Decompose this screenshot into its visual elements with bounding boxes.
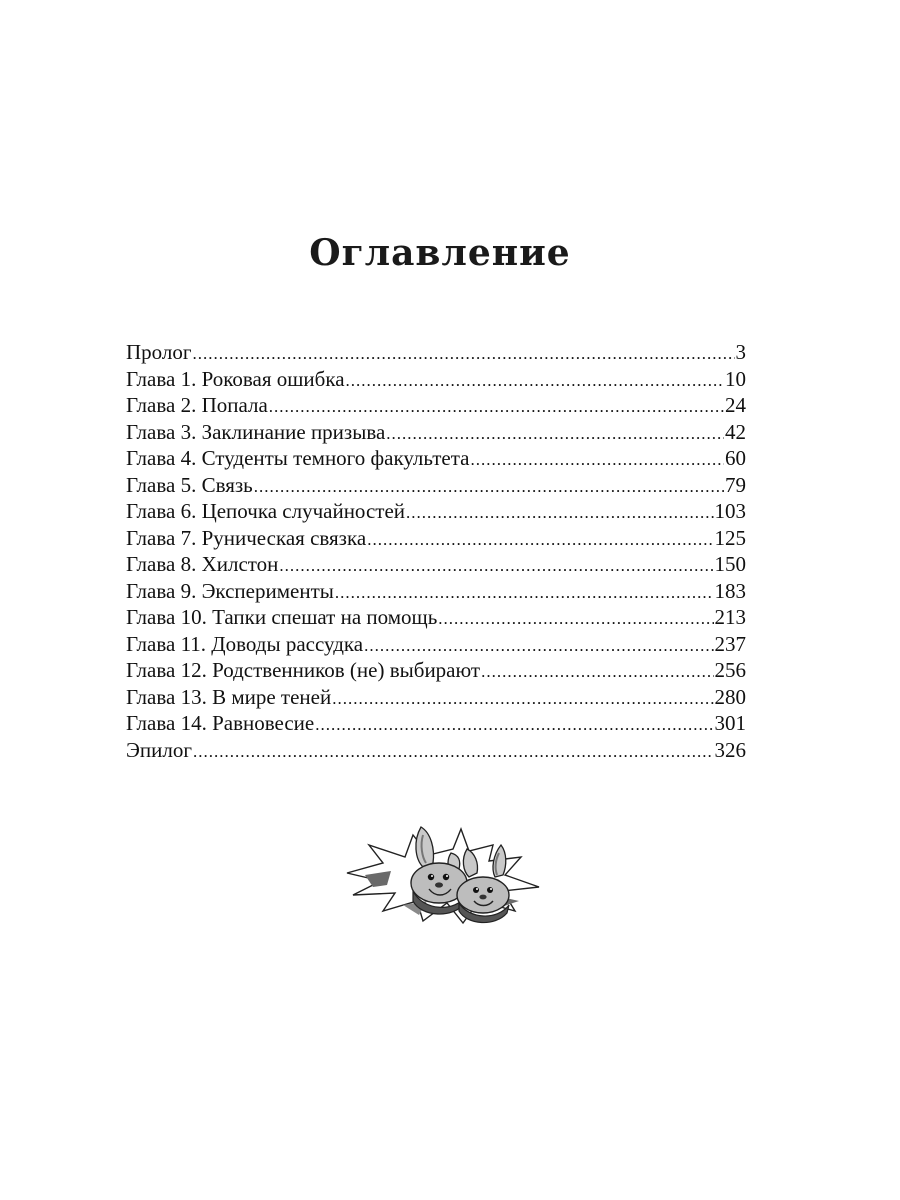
toc-entry-page: 42: [725, 419, 746, 444]
table-of-contents: [126, 339, 746, 763]
dot-leader: [332, 686, 713, 713]
toc-entry: [126, 737, 746, 764]
dot-leader: [315, 712, 713, 739]
toc-entry: [126, 419, 746, 446]
toc-entry: [126, 498, 746, 525]
toc-entry: [126, 525, 746, 552]
dot-leader: [269, 394, 724, 421]
toc-entry-page: 103: [714, 499, 746, 523]
toc-entry-page: 301: [714, 711, 746, 735]
toc-entry: [126, 631, 746, 658]
toc-entry-title: Глава 3. Заклинание призыва: [126, 419, 386, 444]
toc-entry-title: Глава 6. Цепочка случайностей: [126, 499, 406, 523]
dot-leader: [254, 474, 724, 501]
toc-entry-title: Глава 10. Тапки спешат на помощь: [126, 605, 438, 629]
toc-entry-title: Глава 8. Хилстон: [126, 552, 279, 576]
toc-entry-title: Глава 12. Родственников (не) выбирают: [126, 658, 481, 682]
toc-entry-title: Глава 7. Руническая связка: [126, 525, 367, 550]
dot-leader: [346, 368, 724, 395]
toc-entry: [126, 366, 746, 393]
dot-leader: [481, 659, 713, 686]
toc-entry-title: Глава 5. Связь: [126, 472, 253, 497]
toc-entry: [126, 472, 746, 499]
toc-entry-title: Глава 11. Доводы рассудка: [126, 631, 364, 656]
bunny-slippers-icon: [343, 815, 543, 927]
toc-entry-title: Глава 1. Роковая ошибка: [126, 366, 345, 391]
toc-entry: [126, 392, 746, 419]
toc-entry: [126, 578, 746, 605]
toc-entry-page: 3: [735, 340, 746, 364]
dot-leader: [470, 447, 724, 474]
toc-entry-title: Глава 14. Равновесие: [126, 711, 315, 735]
toc-entry: [126, 710, 746, 737]
toc-entry: [126, 445, 746, 472]
toc-entry-page: 237: [714, 631, 746, 656]
toc-entry: [126, 339, 746, 366]
toc-entry-page: 10: [725, 366, 746, 391]
toc-entry-page: 280: [714, 684, 746, 709]
toc-entry-page: 326: [714, 737, 746, 762]
toc-entry: [126, 551, 746, 578]
toc-entry-page: 213: [714, 605, 746, 629]
toc-entry-title: Глава 2. Попала: [126, 393, 268, 417]
toc-entry-page: 24: [725, 393, 746, 417]
toc-entry-page: 125: [714, 525, 746, 550]
toc-entry-title: Глава 13. В мире теней: [126, 684, 332, 709]
toc-entry-title: Глава 4. Студенты темного факультета: [126, 446, 470, 470]
dot-leader: [192, 341, 734, 368]
dot-leader: [438, 606, 713, 633]
toc-entry-page: 79: [725, 472, 746, 497]
dot-leader: [193, 739, 714, 766]
toc-entry-title: Эпилог: [126, 737, 192, 762]
dot-leader: [279, 553, 713, 580]
toc-entry: [126, 684, 746, 711]
dot-leader: [367, 527, 713, 554]
page-title: Оглавление: [309, 232, 571, 274]
toc-entry-title: Глава 9. Эксперименты: [126, 578, 334, 603]
toc-entry-title: Пролог: [126, 340, 192, 364]
dot-leader: [406, 500, 713, 527]
dot-leader: [386, 421, 724, 448]
toc-entry-page: 256: [714, 658, 746, 682]
dot-leader: [364, 633, 713, 660]
toc-entry-page: 183: [714, 578, 746, 603]
toc-entry: [126, 604, 746, 631]
toc-entry: [126, 657, 746, 684]
dot-leader: [335, 580, 714, 607]
toc-entry-page: 150: [714, 552, 746, 576]
toc-entry-page: 60: [725, 446, 746, 470]
